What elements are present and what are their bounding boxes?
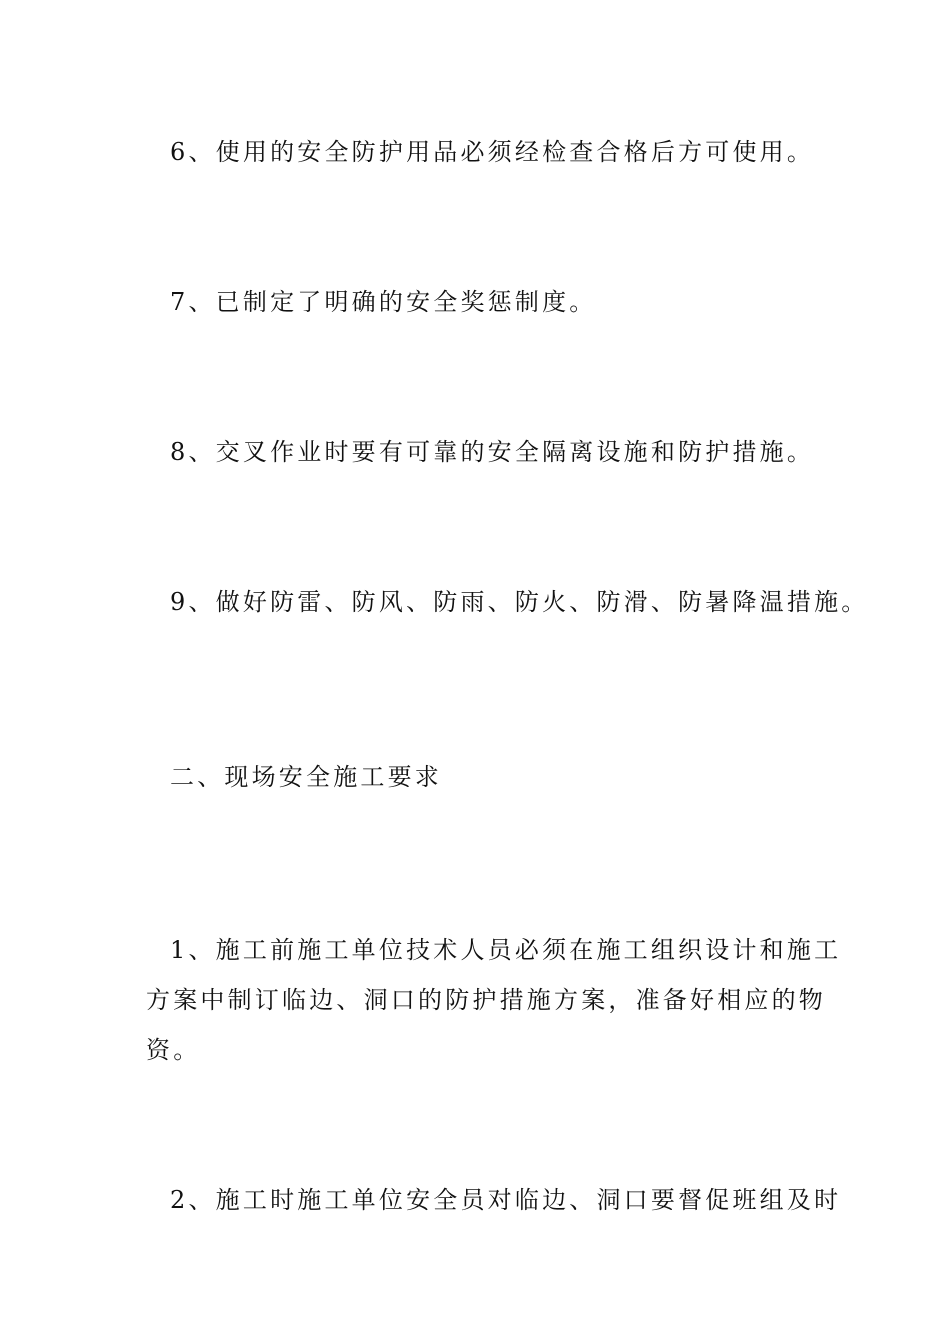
paragraph-item-9: 9、做好防雷、防风、防雨、防火、防滑、防暑降温措施。 [170,588,869,616]
item1-line2: 方案中制订临边、洞口的防护措施方案，准备好相应的物 [146,986,826,1014]
item2-line1: 2、施工时施工单位安全员对临边、洞口要督促班组及时 [170,1186,842,1214]
paragraph-item-6: 6、使用的安全防护用品必须经检查合格后方可使用。 [170,138,815,166]
paragraph-item-8: 8、交叉作业时要有可靠的安全隔离设施和防护措施。 [170,438,815,466]
paragraph-item-7: 7、已制定了明确的安全奖惩制度。 [170,288,597,316]
item1-line3: 资。 [146,1036,201,1064]
item1-line1: 1、施工前施工单位技术人员必须在施工组织设计和施工 [170,936,842,964]
section-heading: 二、现场安全施工要求 [170,763,442,791]
